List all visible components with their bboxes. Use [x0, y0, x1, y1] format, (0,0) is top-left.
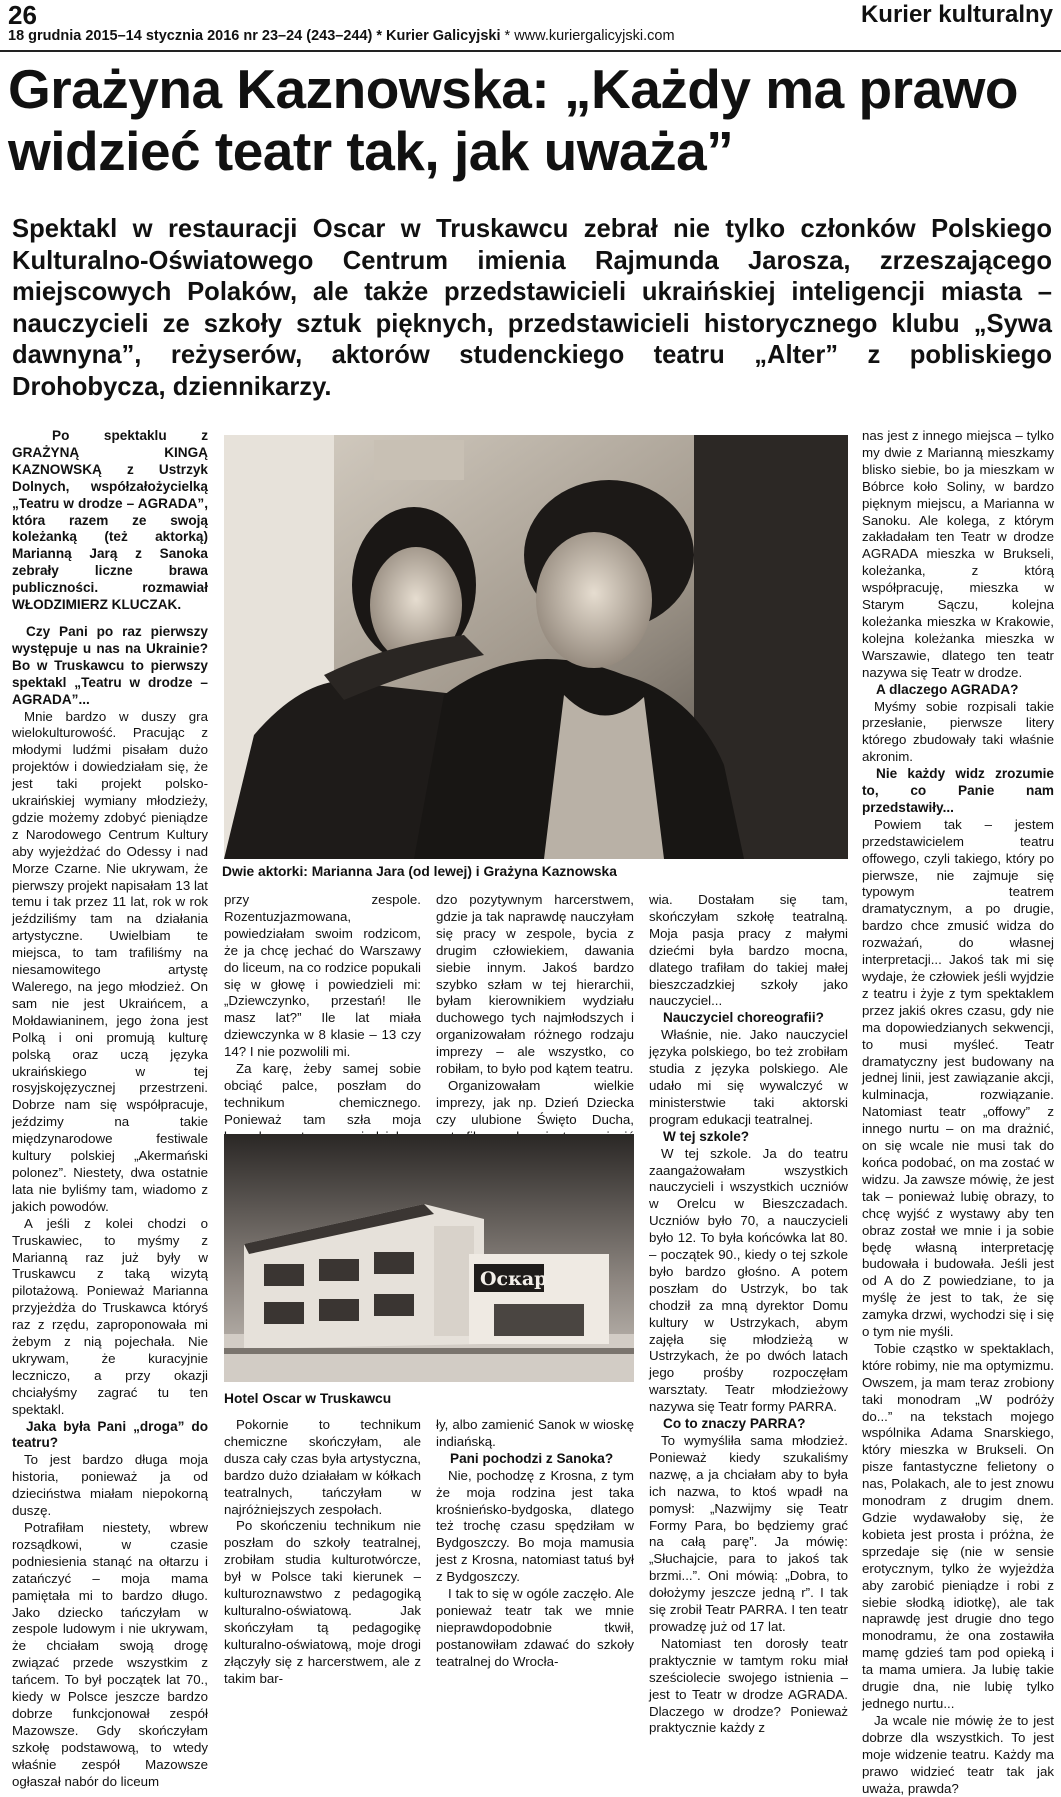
paragraph: wia. Dostałam się tam, skończyłam szkołę teatralną. Moja pasja pracy z małymi dziećmi była bardzo mocna, dlatego trafiłam do takiej małej bieszczadzkiej szkoły jako nauczyciel...	[649, 892, 848, 1009]
question: Jaka była Pani „droga” do teatru?	[12, 1418, 208, 1451]
paragraph: Za karę, żeby samej sobie obciąć palce, poszłam do technikum chemicznego. Ponieważ tam szła moja	[224, 1061, 421, 1127]
question: A dlaczego AGRADA?	[876, 681, 1019, 697]
interview-intro: Po spektaklu z GRAŻYNĄ KINGĄ KAZNOWSKĄ z Ustrzyk Dolnych, współzałożycielką „Teatru w drodze – AGRADA”, która razem ze swoją koleżanką (też aktorką) Marianną Jarą z Sanoka zebrały liczne brawa publiczności. rozmawiał WŁODZIMIERZ KLUCZAK.	[12, 428, 208, 613]
photo-hotel-image	[224, 1134, 634, 1382]
paragraph: ły, albo zamienić Sanok w wioskę indiańską.	[436, 1417, 634, 1449]
column-4	[649, 892, 848, 1736]
paragraph: nas jest z innego miejsca – tylko my dwie z Marianną mieszkamy blisko siebie, bo ja mieszkam w Bóbrce koło Soliny, w bardzo pięknym miejscu, a Marianna w Sanoku. Ale kolega, z którym zakładałam ten Teatr w drodze AGRADA mieszka w Brukseli, koleżanka, z którą współpracuję, mieszka w Starym Sączu, kolejna koleżanka mieszka w Krakowie, kolejna koleżanka mieszka w Warszawie, dlatego ten teatr nazywa się Teatr w drodze.	[862, 428, 1054, 680]
paragraph: Pokornie to technikum chemiczne skończyłam, ale dusza cały czas była artystyczna, bardzo dużo działałam w kółkach teatralnych, tańczyłam w najróżniejszych zespołach.	[224, 1417, 421, 1517]
photo-hotel	[224, 1134, 634, 1382]
paragraph: A jeśli z kolei chodzi o Truskawiec, to myśmy z Marianną raz już były w Truskawcu z taką wizytą pilotażową. Ponieważ Marianna przyjeżdża do Truskawca któryś raz z rzędu, zaproponowała mi żebym z nią pojechała. Nie ukrywam, że kuracyjnie leczniczo, a przy okazji chciałyśmy zagrać tu ten spektakl.	[12, 1215, 208, 1417]
article-lead: Spektakl w restauracji Oscar w Truskawcu zebrał nie tylko członków Polskiego Kulturalno-Oświatowego Centrum imienia Rajmunda Jarosza, zrzeszającego miejscowych Polaków, ale także przedstawicieli ukraińskiej inteligencji miasta – nauczycieli ze szkoły sztuk pięknych, przedstawicieli historycznego klubu „Sywa dawnyna”, reżyserów, aktorów studenckiego teatru „Alter” z pobliskiego Drohobycza, dziennikarzy.	[12, 215, 1052, 401]
headline	[8, 58, 1053, 182]
paragraph: przy zespole. Rozentuzjazmowana, powiedziałam swoim rodzicom, że ja chcę jechać do Warszawy do liceum, na co rodzice popukali się w głowę i powiedzieli mi: „Dziewczynko, przestań! Ile masz lat?” Ile lat miała dziewczynka w 8 klasie – 13 czy 14? I nie pozwolili mi.	[224, 892, 421, 1060]
photo-hotel-caption: Hotel Oscar w Truskawcu	[224, 1391, 392, 1406]
column-2-bottom	[224, 1417, 421, 1688]
question: Czy Pani po raz pierwszy występuje u nas na Ukrainie? Bo w Truskawcu to pierwszy spektakl „Teatru w drodze – AGRADA”...	[12, 623, 208, 707]
issue-date: 18 grudnia 2015–14 stycznia 2016 nr 23–24 (243–244) * Kurier Galicyjski	[8, 28, 501, 44]
dateline	[8, 28, 675, 44]
question: Nauczyciel choreografii?	[663, 1010, 824, 1026]
paragraph: Potrafiłam niestety, wbrew rozsądkowi, w czasie podniesienia stanąć na ołtarzu i zatańczyć – moja mama pamiętała mi to bardzo długo. Jako dziecko tańczyłam w zespole ludowym i nie ukrywam, że chciałam swoją drogę związać przede wszystkim z tańcem. To był początek lat 70., kiedy w Polsce jeszcze bardzo dobrze funkcjonował zespół Mazowsze. Gdy skończyłam szkołę podstawową, to wtedy właśnie zespół Mazowsze ogłaszał nabór do liceum	[12, 1520, 208, 1789]
website-url[interactable]: www.kuriergalicyjski.com	[514, 28, 675, 44]
paragraph: Mnie bardzo w duszy gra wielokulturowość. Pracując z młodymi ludźmi pisałam dużo projektów i dowiedziałam się, że jest taki projekt polsko-ukraińskiej wymiany młodzieży, gdzie możemy zdobyć pieniądze z Narodowego Centrum Kultury aby wyjeżdżać do Odessy i nad Morze Czarne. Nie ukrywam, że pierwszy projekt napisałam 13 lat temu i tak przez 11 lat, rok w rok jeździliśmy tam na działania artystyczne. Uwielbiam te miejsca, to tam trafiliśmy na niesamowitego artystę Walerego, na jego młodzież. On sam nie jest Ukraińcem, a Mołdawianinem, jego żona jest Polką i oni promują kulturę polską oraz uczą języka ukraińskiego w tej rosyjskojęzycznej przestrzeni. Dobrze nam się współpracuje, jeździmy na takie międzynarodowe festiwale kultury polskiej „Akermański polonez”. Niestety, dwa ostatnie lata nie byliśmy tam, wiadomo z jakich powodów.	[12, 708, 208, 1214]
photo-actresses-caption: Dwie aktorki: Marianna Jara (od lewej) i Grażyna Kaznowska	[222, 864, 617, 879]
question: Co to znaczy PARRA?	[663, 1416, 806, 1432]
dateline-separator: *	[500, 28, 515, 44]
paragraph: Powiem tak – jestem przedstawicielem teatru offowego, czyli takiego, który po pierwsze, nie zajmuje się typowym teatrem dramatycznym, a po drugie, bardzo chce zmusić widza do rozważań, do własnej interpretacji... Jakoś tak mi się wydaje, że człowiek jeśli wyjdzie z teatru i żyje z tym spektaklem przez jakiś okres czasu, gdy nie ma dopowiedzianych sekwencji, to musi myśleć. Teatr dramatyczny jest budowany na jednej linii, jest zawiązanie akcji, kulminacja, rozwiązanie. Natomiast teatr „offowy” z innego nurtu – on ma drażnić, on się wcale nie musi tak do końca podobać, on ma zostać w widzu. Ja zawsze mówię, że jest tak – ponieważ lubię obrazy, to chcę wyjść z wystawy aby ten obraz został we mnie i ja sobie będę własną interpretację budowała i budowała. Jeśli jest od A do Z powiedziane, to ja myślę że jest to tak, że się zamyka drzwi, wychodzi się i się o tym nie myśli.	[862, 816, 1054, 1340]
paragraph: To wymyśliła sama młodzież. Ponieważ kiedy szukaliśmy nazwę, a ja chciałam aby to była ich nazwa, to ktoś wpadł na pomysł: „Nazwijmy się Teatr Formy Para, bo będziemy grać na całą parę”. Ja mówię: „Słuchajcie, para to jakoś tak brzmi...”. Oni mówią: „Dobra, to dołożymy jeszcze jedną r”. I tak się zrobił Teatr PARRA. I ten teatr prowadzę już od 17 lat.	[649, 1433, 848, 1634]
photo-actresses	[224, 435, 848, 859]
paragraph: Natomiast ten dorosły teatr praktycznie w tamtym roku miał sześciolecie swojego istnienia – jest to Teatr w drodze AGRADA. Dlaczego w drodze? Ponieważ praktycznie każdy z	[649, 1635, 848, 1736]
paragraph: I tak to się w ogóle zaczęło. Ale ponieważ teatr tak we mnie nieprawdopodobnie tkwił, postanowiłam zdawać do szkoły teatralnej do Wrocła-	[436, 1586, 634, 1669]
column-3-top	[436, 892, 634, 1163]
column-3-bottom	[436, 1417, 634, 1671]
column-5	[862, 428, 1054, 1796]
paragraph: dzo pozytywnym harcerstwem, gdzie ja tak naprawdę nauczyłam się pracy w zespole, bycia z drugim człowiekiem, dawania siebie innym. Jakoś bardzo szybko szłam w tej hierarchii, byłam kierownikiem wydziału duchowego tych najmłodszych i organizowałam różnego rodzaju imprezy – ale wszystko, co robiłam, to było pod kątem teatru.	[436, 892, 634, 1077]
paragraph: Organizowałam wielkie imprezy, jak np. Dzień Dziecka czy ulubione Święto Ducha,	[436, 1077, 634, 1127]
hotel-sign-text: Оскар	[480, 1268, 548, 1290]
page-number: 26	[8, 0, 37, 30]
headline-line-2: widzieć teatr tak, jak uważa”	[8, 120, 734, 182]
paragraph: W tej szkole. Ja do teatru zaangażowałam wszystkich nauczycieli i wszystkich uczniów w Orelcu w Bieszczadach. Uczniów było 70, a nauczycieli było 12. To była końcówka lat 80. – początek 90., kiedy o tej szkole było bardzo głośno. A potem poszłam do Ustrzyk, bo tak chodził za mną dyrektor Domu kultury w Ustrzykach, abym zajęła się młodzieżą w Ustrzykach, że po dwóch latach jego prośby rozpoczęłam warsztaty. Teatr młodzieżowy nazywa się Teatr formy PARRA.	[649, 1145, 848, 1415]
paragraph: Po skończeniu technikum nie poszłam do szkoły teatralnej, zrobiłam studia kulturotwórcze, był w Polsce taki kierunek – kulturoznawstwo z pedagogiką kulturalno-oświatową. Jak skończyłam tą pedagogikę kulturalno-oświatową, moje drogi złączyły się z harcerstwem, ale z takim bar-	[224, 1518, 421, 1686]
paragraph: Właśnie, nie. Jako nauczyciel języka polskiego, bo też zrobiłam studia z języka polskiego. Ale udało mi się wywalczyć w ministerstwie taki aktorski program edukacji teatralnej.	[649, 1027, 848, 1127]
header-rule	[0, 50, 1061, 52]
paragraph: Ja wcale nie mówię że to jest dobrze dla wszystkich. To jest moje widzenie teatru. Każdy ma prawo widzieć teatr tak jak uważa, prawda?	[862, 1712, 1054, 1796]
question: Pani pochodzi z Sanoka?	[450, 1450, 614, 1466]
paragraph: Tobie cząstko w spektaklach, które robimy, nie ma optymizmu. Owszem, ja mam teraz zrobiony taki monodram „W podróży do...” na tekstach mojego wspólnika Adama Snarskiego, który mieszka w Brukseli. On pisze fantastyczne felietony o nas, Polakach, ale to jest znowu monodram z drugim dnem. Gdzie wydawałoby się, że kobieta jest prosta i próżna, że sprzedaje się (nie w sensie erotycznym, tylko że wyjeżdża aby zarobić pieniądze i robi z siebie słodką idiotkę), ale tak naprawdę jest drugie dno tego monodramu, że ona zostawiła mamę gdzieś tam pod opieką i ta mama umiera. Ja lubię takie drugie dna, nie lubię tylko jednego nurtu...	[862, 1340, 1054, 1711]
section-title: Kurier kulturalny	[860, 1, 1053, 28]
headline-line-1: Grażyna Kaznowska: „Każdy ma prawo	[8, 58, 1018, 120]
paragraph: Myśmy sobie rozpisali takie przesłanie, pierwsze litery którego zbudowały taki właśnie akronim.	[862, 698, 1054, 765]
question: W tej szkole?	[663, 1128, 750, 1144]
photo-actresses-image	[224, 435, 848, 859]
paragraph: To jest bardzo długa moja historia, ponieważ ja od dzieciństwa miałam niepokorną duszę.	[12, 1452, 208, 1519]
paragraph: Nie, pochodzę z Krosna, z tym że moja rodzina jest taka krośnieńsko-bydgoska, dlatego też trochę czasu spędziłam w Bydgoszczy. Bo moja mamusia jest z Krosna, natomiast tatuś był z Bydgoszczy.	[436, 1467, 634, 1585]
column-1	[12, 428, 208, 1789]
question: Nie każdy widz zrozumie to, co Panie nam przedstawiły...	[862, 766, 1054, 815]
